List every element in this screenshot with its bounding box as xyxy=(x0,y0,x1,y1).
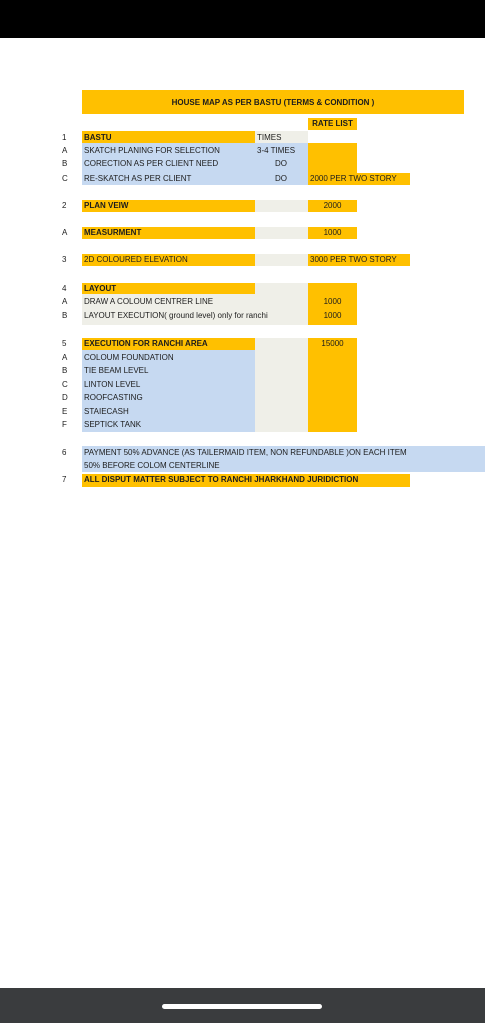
row-label: STAIECASH xyxy=(84,407,129,416)
row-label: LAYOUT EXECUTION( ground level) only for ranchi xyxy=(84,311,268,320)
row-number: C xyxy=(62,380,68,389)
row-number: 1 xyxy=(62,133,67,142)
row-label: DRAW A COLOUM CENTRER LINE xyxy=(84,297,214,306)
row-bg xyxy=(308,338,357,432)
row-label: SKATCH PLANING FOR SELECTION xyxy=(84,146,220,155)
row-label: 2D COLOURED ELEVATION xyxy=(84,255,188,264)
row-bg xyxy=(308,143,357,173)
row-rate: 1000 xyxy=(323,228,342,237)
row-rate: 3000 PER TWO STORY xyxy=(310,255,397,264)
row-number: 2 xyxy=(62,201,67,210)
row-label: COLOUM FOUNDATION xyxy=(84,353,174,362)
row-number: 5 xyxy=(62,339,67,348)
term-text: ALL DISPUT MATTER SUBJECT TO RANCHI JHARKHAND JURIDICTION xyxy=(84,475,359,484)
page-title: HOUSE MAP AS PER BASTU (TERMS & CONDITION ) xyxy=(171,98,375,107)
row-col2: DO xyxy=(275,159,287,168)
row-number: 4 xyxy=(62,284,67,293)
home-indicator[interactable] xyxy=(162,1004,322,1009)
row-number: A xyxy=(62,353,68,362)
row-bg xyxy=(255,254,308,266)
row-label: TIE BEAM LEVEL xyxy=(84,366,149,375)
row-bg xyxy=(255,227,308,239)
row-label: LINTON LEVEL xyxy=(84,380,141,389)
row-number: B xyxy=(62,311,68,320)
row-label: ROOFCASTING xyxy=(84,393,143,402)
row-number: B xyxy=(62,366,68,375)
row-rate: 1000 xyxy=(323,311,342,320)
row-label: BASTU xyxy=(84,133,112,142)
row-number: B xyxy=(62,159,68,168)
row-number: 6 xyxy=(62,448,67,457)
row-label: EXECUTION FOR RANCHI AREA xyxy=(84,339,208,348)
row-number: A xyxy=(62,297,68,306)
row-rate: 15000 xyxy=(321,339,344,348)
row-label: CORECTION AS PER CLIENT NEED xyxy=(84,159,219,168)
term-text: 50% BEFORE COLOM CENTERLINE xyxy=(84,461,220,470)
row-bg xyxy=(255,338,308,432)
row-label: MEASURMENT xyxy=(84,228,142,237)
row-bg xyxy=(255,200,308,212)
row-number: D xyxy=(62,393,68,402)
row-number: 7 xyxy=(62,475,67,484)
term-text: PAYMENT 50% ADVANCE (AS TAILERMAID ITEM, NON REFUNDABLE )ON EACH ITEM xyxy=(84,448,407,457)
row-number: E xyxy=(62,407,68,416)
row-label: RE-SKATCH AS PER CLIENT xyxy=(84,174,192,183)
row-number: A xyxy=(62,146,68,155)
row-number: A xyxy=(62,228,68,237)
row-number: F xyxy=(62,420,67,429)
document-page xyxy=(0,38,485,988)
row-label: PLAN VEIW xyxy=(84,201,129,210)
row-rate: 2000 xyxy=(323,201,342,210)
row-number: 3 xyxy=(62,255,67,264)
row-col2: DO xyxy=(275,174,287,183)
row-col2: TIMES xyxy=(257,133,282,142)
row-number: C xyxy=(62,174,68,183)
row-rate: 2000 PER TWO STORY xyxy=(310,174,397,183)
row-col2: 3-4 TIMES xyxy=(257,146,296,155)
row-rate: 1000 xyxy=(323,297,342,306)
status-bar xyxy=(0,0,485,38)
row-label: SEPTICK TANK xyxy=(84,420,142,429)
rate-list-header: RATE LIST xyxy=(312,119,353,128)
row-label: LAYOUT xyxy=(84,284,117,293)
